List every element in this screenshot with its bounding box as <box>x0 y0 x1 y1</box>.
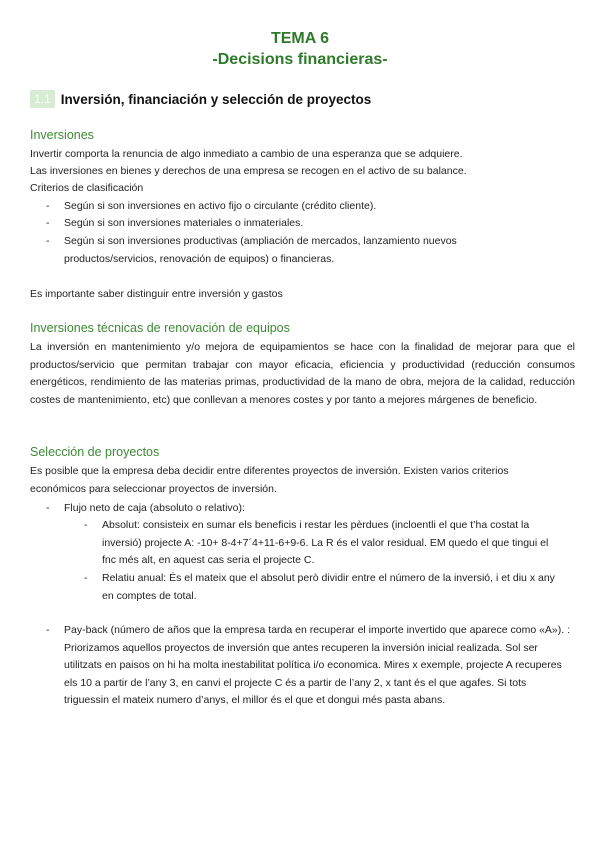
section-number: 1.1 <box>30 90 55 108</box>
paragraph-line: Invertir comporta la renuncia de algo inmediato a cambio de una esperanza que se adquiere. <box>30 148 463 160</box>
page-subtitle: -Decisions financieras- <box>212 51 388 68</box>
list-item-absoluto: Absolut: consisteix en sumar els beneficis i restar les pèrdues (incloentli el que t’ha costat la inversió) projecte A: -10+ 8-4+7´4+11-6+9-6. La R és el valor residual. EM quedo el que tingui el fnc més alt, en aquest cas seria el projecte C. <box>102 519 549 566</box>
section-title: Inversión, financiación y selección de proyectos <box>60 91 372 107</box>
bullet-dash: - <box>46 502 50 514</box>
heading-tecnicas: Inversiones técnicas de renovación de equipos <box>30 321 290 335</box>
heading-inversiones: Inversiones <box>30 128 94 142</box>
section-header <box>30 90 371 108</box>
bullet-dash: - <box>46 200 50 212</box>
list-item: Según si son inversiones productivas (ampliación de mercados, lanzamiento nuevos productos/servicios, renovación de equipos) o financieras. <box>64 235 457 265</box>
bullet-dash: - <box>84 519 88 531</box>
paragraph-tecnicas: La inversión en mantenimiento y/o mejora de equipamientos se hace con la finalidad de mejorar para que el productos/servicio que permitan trabajar con mayor eficacia, eficiencia y productividad (reducción consumos energéticos, rendimiento de las materias primas, productividad de la mano de obra, mejora de la calidad, reducción costes de mantenimiento, etc) que conllevan a menores costes y por tanto a mejores márgenes de beneficio. <box>30 341 575 406</box>
list-item: Según si son inversiones materiales o inmateriales. <box>64 217 304 229</box>
list-item-payback: Pay-back (número de años que la empresa tarda en recuperar el importe invertido que aparece como «A»). : Priorizamos aquellos proyectos de inversión que antes recuperen la inversión inicial realizada. Sol ser utilitzats en paisos on hi ha molta inestabilitat política i/o economica. Mires x exemple, projecte A recuperes els 10 a partir de l’any 3, en canvi el projecte C és a partir de l’any 2, x tant és el que agafes. Si tots triguessin el mateix numero d’anys, el millor és el que et dongui més pasta abans. <box>64 624 571 706</box>
paragraph-line: Criterios de clasificación <box>30 182 144 194</box>
heading-seleccion: Selección de proyectos <box>30 445 160 459</box>
list-item-flujo: Flujo neto de caja (absoluto o relativo): <box>64 502 245 514</box>
list-item: Según si son inversiones en activo fijo o circulante (crédito cliente). <box>64 200 377 212</box>
paragraph-seleccion: Es posible que la empresa deba decidir entre diferentes proyectos de inversión. Existen varios criterios económicos para seleccionar proyectos de inversión. <box>30 465 509 495</box>
page-title: TEMA 6 <box>270 30 330 47</box>
bullet-dash: - <box>46 217 50 229</box>
paragraph-line: Las inversiones en bienes y derechos de una empresa se recogen en el activo de su balance. <box>30 165 467 177</box>
paragraph-note: Es importante saber distinguir entre inversión y gastos <box>30 288 283 300</box>
list-item-relativo: Relatiu anual: És el mateix que el absolut però dividir entre el número de la inversió, i et diu x any en comptes de total. <box>102 572 555 602</box>
bullet-dash: - <box>46 624 50 636</box>
bullet-dash: - <box>84 572 88 584</box>
bullet-dash: - <box>46 235 50 247</box>
